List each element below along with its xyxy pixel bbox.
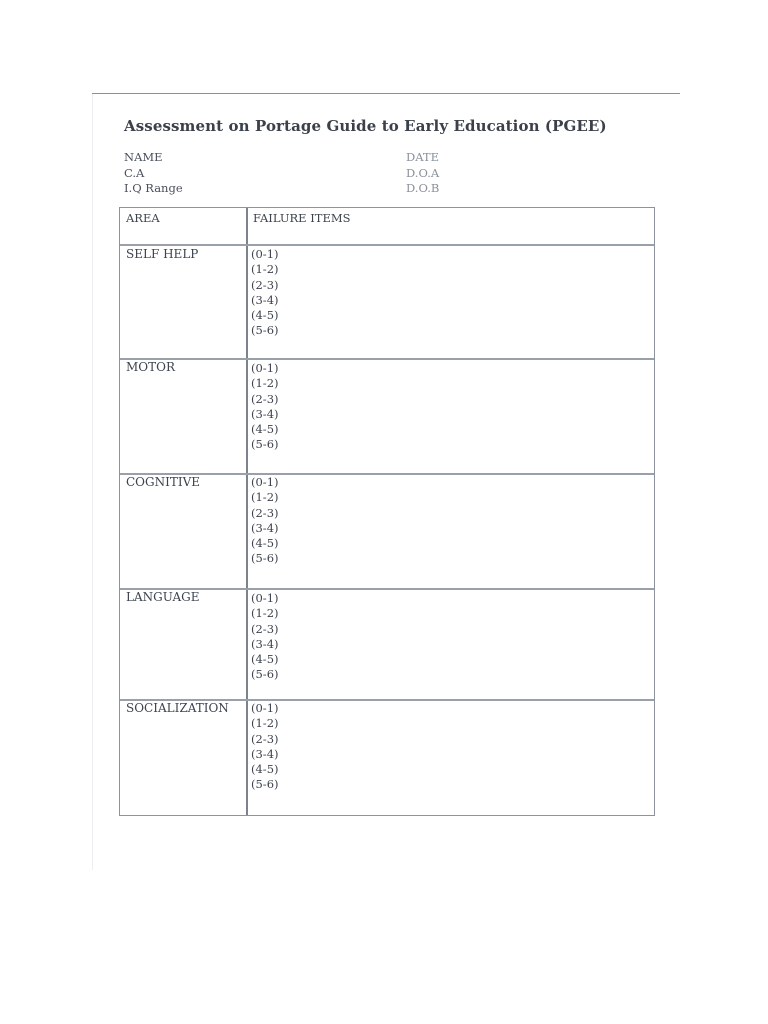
range-item: (3-4) [251, 406, 279, 421]
range-item: (4-5) [251, 536, 279, 551]
ranges-motor [251, 361, 279, 453]
range-item: (0-1) [251, 701, 279, 715]
range-item: (0-1) [251, 591, 279, 605]
field-doa-label: D.O.A [406, 165, 440, 180]
field-date-label: DATE [406, 150, 439, 164]
area-socialization: SOCIALIZATION [126, 701, 229, 715]
header-failure-items: FAILURE ITEMS [253, 211, 351, 225]
field-dob-label: D.O.B [406, 181, 440, 195]
range-item: (3-4) [251, 292, 279, 307]
range-item: (5-6) [251, 551, 279, 566]
header-area: AREA [126, 211, 160, 225]
range-item: (2-3) [251, 621, 279, 636]
range-item: (2-3) [251, 731, 279, 746]
range-item: (1-2) [251, 716, 279, 731]
range-item: (5-6) [251, 437, 279, 452]
range-item: (0-1) [251, 475, 279, 489]
range-item: (4-5) [251, 652, 279, 667]
field-iq-range-label: I.Q Range [124, 181, 183, 195]
range-item: (3-4) [251, 636, 279, 651]
field-name-label: NAME [124, 150, 163, 164]
range-item: (3-4) [251, 746, 279, 761]
row-divider [120, 588, 654, 590]
range-item: (1-2) [251, 606, 279, 621]
range-item: (1-2) [251, 490, 279, 505]
row-divider [120, 473, 654, 475]
range-item: (5-6) [251, 667, 279, 682]
range-item: (4-5) [251, 422, 279, 437]
range-item: (2-3) [251, 391, 279, 406]
fields-left [124, 150, 183, 197]
area-self-help: SELF HELP [126, 247, 199, 261]
row-divider [120, 244, 654, 246]
area-cognitive: COGNITIVE [126, 475, 201, 489]
range-item: (5-6) [251, 777, 279, 792]
row-divider [120, 358, 654, 360]
range-item: (5-6) [251, 323, 279, 338]
area-motor: MOTOR [126, 360, 176, 374]
range-item: (3-4) [251, 520, 279, 535]
column-divider [246, 208, 248, 815]
range-item: (4-5) [251, 762, 279, 777]
range-item: (2-3) [251, 277, 279, 292]
ranges-language [251, 591, 279, 683]
document-title: Assessment on Portage Guide to Early Education (PGEE) [124, 117, 607, 135]
range-item: (1-2) [251, 376, 279, 391]
range-item: (4-5) [251, 308, 279, 323]
fields-right [406, 150, 439, 197]
range-item: (1-2) [251, 262, 279, 277]
range-item: (2-3) [251, 505, 279, 520]
top-rule [92, 93, 680, 94]
page-edge [92, 94, 93, 870]
assessment-table [119, 207, 655, 816]
area-language: LANGUAGE [126, 590, 200, 604]
ranges-socialization [251, 701, 279, 793]
range-item: (0-1) [251, 361, 279, 375]
field-ca-label: C.A [124, 165, 145, 180]
ranges-cognitive [251, 475, 279, 567]
ranges-self-help [251, 247, 279, 339]
range-item: (0-1) [251, 247, 279, 261]
